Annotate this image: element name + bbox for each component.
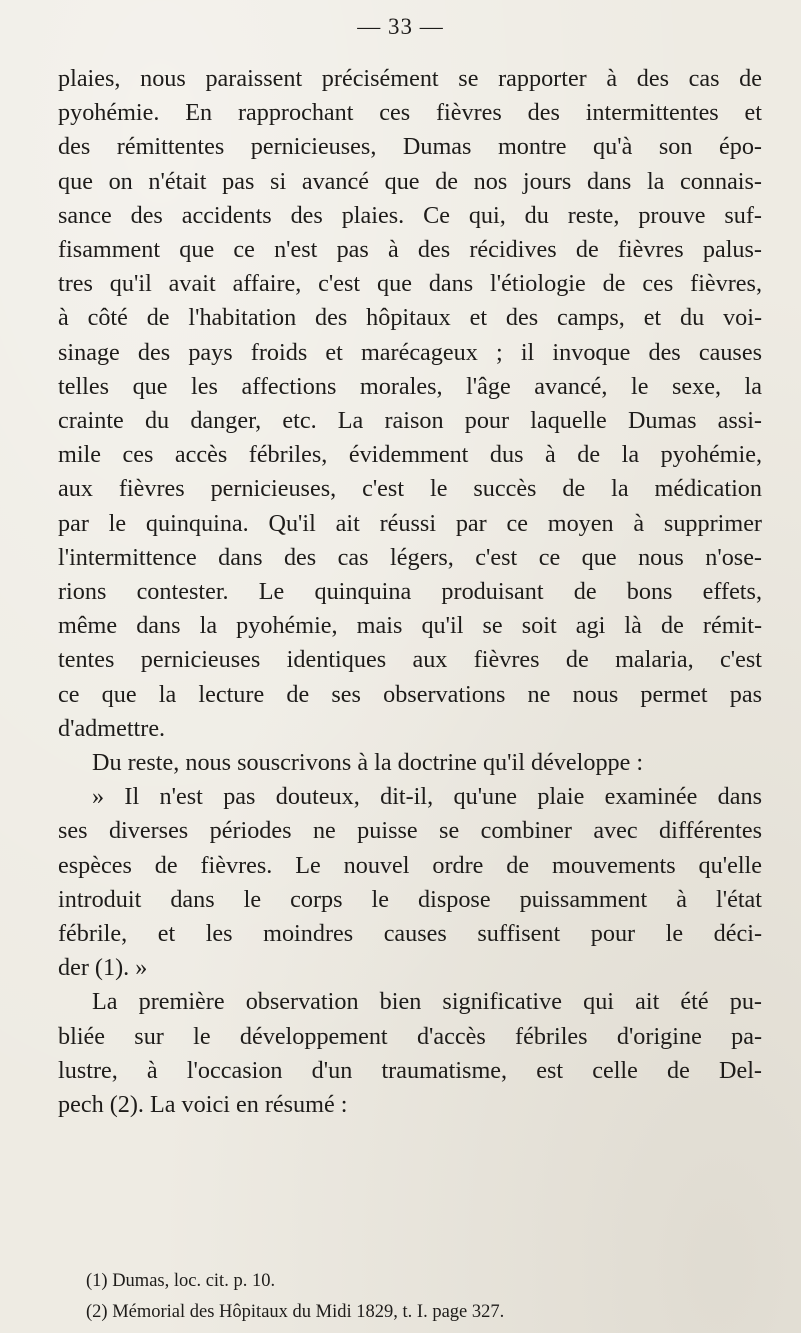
text-line: bliée sur le développement d'accès fébriles d'origine pa- — [58, 1022, 762, 1050]
body-text — [58, 62, 762, 1122]
text-line: l'intermittence dans des cas légers, c'est ce que nous n'ose- — [58, 543, 762, 571]
text-line: même dans la pyohémie, mais qu'il se soit agi là de rémit- — [58, 612, 762, 640]
text-line: à côté de l'habitation des hôpitaux et des camps, et du voi- — [58, 304, 762, 332]
text-line: ce que la lecture de ses observations ne nous permet pas — [58, 680, 762, 708]
text-line: telles que les affections morales, l'âge avancé, le sexe, la — [58, 372, 762, 400]
text-line: aux fièvres pernicieuses, c'est le succès de la médication — [58, 475, 762, 503]
page-number: — 33 — — [357, 14, 444, 39]
text-line: introduit dans le corps le dispose puissamment à l'état — [58, 885, 762, 913]
footnote: (2) Mémorial des Hôpitaux du Midi 1829, t. I. page 327. — [86, 1302, 505, 1322]
text-line: crainte du danger, etc. La raison pour laquelle Dumas assi- — [58, 407, 762, 435]
text-line: » Il n'est pas douteux, dit-il, qu'une plaie examinée dans — [92, 783, 762, 811]
text-line: que on n'était pas si avancé que de nos jours dans la connais- — [58, 167, 762, 195]
text-line: fisamment que ce n'est pas à des récidives de fièvres palus- — [58, 236, 762, 264]
text-line: der (1). » — [58, 954, 148, 982]
text-line: pech (2). La voici en résumé : — [58, 1091, 348, 1119]
text-line: plaies, nous paraissent précisément se rapporter à des cas de — [58, 65, 762, 92]
text-line: La première observation bien significative qui ait été pu- — [92, 988, 762, 1016]
text-line: par le quinquina. Qu'il ait réussi par ce moyen à supprimer — [58, 509, 762, 537]
text-line: sinage des pays froids et marécageux ; il invoque des causes — [58, 338, 762, 366]
text-line: Du reste, nous souscrivons à la doctrine qu'il développe : — [92, 749, 644, 777]
text-line: sance des accidents des plaies. Ce qui, du reste, prouve suf- — [58, 201, 762, 229]
text-line: fébrile, et les moindres causes suffisent pour le déci- — [58, 920, 762, 948]
text-line: des rémittentes pernicieuses, Dumas montre qu'à son épo- — [58, 133, 762, 161]
text-line: mile ces accès fébriles, évidemment dus à de la pyohémie, — [58, 441, 762, 469]
text-line: pyohémie. En rapprochant ces fièvres des intermittentes et — [58, 99, 762, 127]
text-line: rions contester. Le quinquina produisant de bons effets, — [58, 578, 762, 606]
text-line: lustre, à l'occasion d'un traumatisme, est celle de Del- — [58, 1056, 762, 1084]
text-line: tentes pernicieuses identiques aux fièvres de malaria, c'est — [58, 646, 762, 674]
text-line: tres qu'il avait affaire, c'est que dans l'étiologie de ces fièvres, — [58, 270, 762, 298]
footnotes — [86, 1266, 776, 1328]
footnote: (1) Dumas, loc. cit. p. 10. — [86, 1271, 276, 1291]
text-line: espèces de fièvres. Le nouvel ordre de mouvements qu'elle — [58, 851, 762, 879]
text-line: d'admettre. — [58, 714, 166, 742]
text-line: ses diverses périodes ne puisse se combiner avec différentes — [58, 817, 762, 845]
